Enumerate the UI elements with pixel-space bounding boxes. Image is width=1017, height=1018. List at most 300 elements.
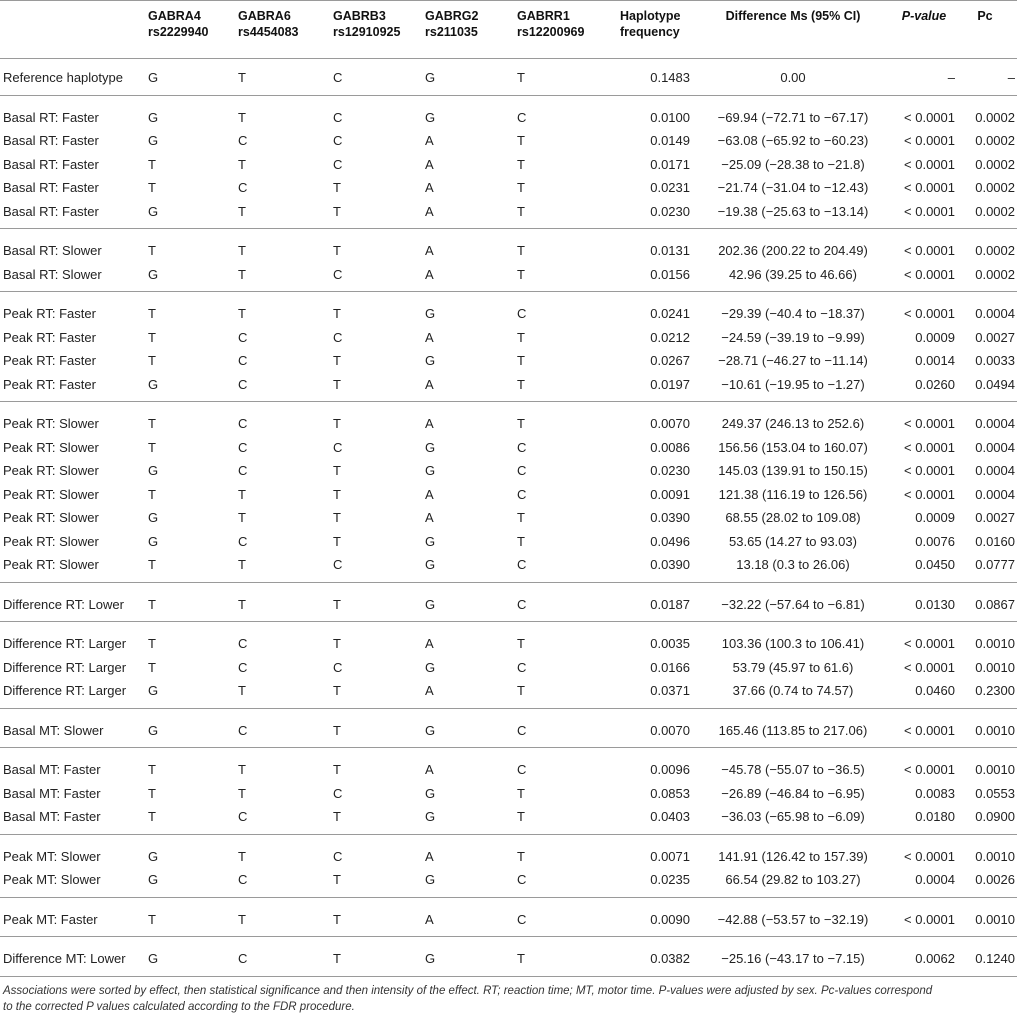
- table-row: [0, 349, 1017, 372]
- group-divider: [0, 834, 1017, 835]
- gabra4-allele: G: [148, 872, 159, 887]
- gabra4-allele: T: [148, 353, 156, 368]
- haplotype-frequency: 0.0230: [650, 203, 690, 219]
- difference-ci: −42.88 (−53.57 to −32.19): [717, 911, 869, 927]
- haplotype-frequency: 0.0091: [650, 486, 690, 502]
- row-label: Peak RT: Slower: [3, 533, 99, 549]
- haplotype-frequency: 0.0230: [650, 463, 690, 478]
- gabra4-allele: T: [148, 809, 156, 824]
- row-label: Peak RT: Faster: [3, 376, 96, 392]
- difference-ci: −10.61 (−19.95 to −1.27): [721, 376, 865, 392]
- table-row: [0, 782, 1017, 805]
- gabra6-allele: C: [238, 722, 248, 738]
- gabra4-allele: G: [148, 70, 159, 85]
- gabra6-allele: T: [238, 109, 246, 125]
- pc-value: 0.0010: [975, 848, 1015, 864]
- p-value: < 0.0001: [904, 266, 955, 282]
- row-label: Basal MT: Slower: [3, 722, 104, 738]
- gabrr1-allele: T: [517, 785, 525, 801]
- row-label: Basal MT: Faster: [3, 785, 101, 801]
- gabrr1-allele: T: [517, 416, 525, 431]
- row-label: Peak MT: Faster: [3, 911, 98, 927]
- difference-ci: −21.74 (−31.04 to −12.43): [717, 180, 869, 195]
- gabrr1-allele: C: [517, 762, 527, 777]
- p-value: < 0.0001: [904, 156, 955, 172]
- haplotype-frequency: 0.0235: [650, 872, 690, 887]
- p-value: 0.0014: [915, 353, 955, 368]
- pc-value: 0.0002: [975, 133, 1015, 148]
- gabrb3-allele: C: [333, 329, 343, 345]
- group-divider: [0, 95, 1017, 96]
- difference-ci: 13.18 (0.3 to 26.06): [736, 557, 850, 572]
- header-gabrg2: GABRG2 rs211035: [425, 9, 479, 39]
- pc-value: 0.0867: [975, 596, 1015, 612]
- table-row: [0, 436, 1017, 459]
- difference-ci: 103.36 (100.3 to 106.41): [721, 636, 865, 651]
- haplotype-frequency: 0.0090: [650, 911, 690, 927]
- gabrr1-allele: T: [517, 636, 525, 651]
- table-row: [0, 632, 1017, 655]
- gabrg2-allele: A: [425, 266, 434, 282]
- p-value: < 0.0001: [904, 636, 955, 651]
- haplotype-frequency: 0.0070: [650, 416, 690, 431]
- row-label: Basal RT: Faster: [3, 180, 99, 195]
- row-label: Basal RT: Faster: [3, 203, 99, 219]
- p-value: 0.0180: [915, 809, 955, 824]
- gabrb3-allele: T: [333, 376, 341, 392]
- p-value: < 0.0001: [904, 463, 955, 478]
- table-row: [0, 908, 1017, 931]
- pc-value: –: [1007, 70, 1015, 85]
- table-row: [0, 176, 1017, 199]
- pc-value: 0.0002: [975, 180, 1015, 195]
- gabra6-allele: C: [238, 353, 248, 368]
- row-label: Peak RT: Slower: [3, 486, 99, 502]
- difference-ci: 165.46 (113.85 to 217.06): [718, 722, 868, 738]
- row-label: Peak RT: Faster: [3, 306, 96, 321]
- p-value: 0.0450: [915, 557, 955, 572]
- row-label: Peak RT: Slower: [3, 463, 99, 478]
- gabrr1-allele: C: [517, 596, 527, 612]
- p-value: < 0.0001: [904, 416, 955, 431]
- gabra6-allele: T: [238, 156, 246, 172]
- gabra6-allele: T: [238, 243, 246, 258]
- table-row: [0, 326, 1017, 349]
- gabra4-allele: T: [148, 486, 156, 502]
- gabra6-allele: T: [238, 911, 246, 927]
- difference-ci: 42.96 (39.25 to 46.66): [729, 266, 857, 282]
- row-label: Peak RT: Slower: [3, 510, 99, 525]
- group-divider: [0, 897, 1017, 898]
- haplotype-frequency: 0.0035: [650, 636, 690, 651]
- p-value: –: [947, 70, 955, 85]
- haplotype-frequency: 0.0149: [650, 133, 690, 148]
- gabrr1-allele: T: [517, 809, 525, 824]
- p-value: 0.0260: [915, 376, 955, 392]
- p-value: 0.0083: [915, 785, 955, 801]
- pc-value: 0.0900: [975, 809, 1015, 824]
- footnote-line-2: to the corrected P values calculated according to the FDR procedure.: [3, 1001, 355, 1013]
- pc-value: 0.0010: [975, 636, 1015, 651]
- gabra4-allele: G: [148, 376, 159, 392]
- table-row: [0, 302, 1017, 325]
- gabrb3-allele: T: [333, 416, 341, 431]
- p-value: < 0.0001: [904, 133, 955, 148]
- gabrg2-allele: A: [425, 848, 434, 864]
- gabrb3-allele: T: [333, 809, 341, 824]
- difference-ci: 141.91 (126.42 to 157.39): [718, 848, 868, 864]
- gabrb3-allele: T: [333, 596, 341, 612]
- gabrg2-allele: A: [425, 636, 434, 651]
- table-row: [0, 530, 1017, 553]
- gabrr1-allele: T: [517, 70, 525, 85]
- gabra6-allele: T: [238, 203, 246, 219]
- gabrr1-allele: T: [517, 848, 525, 864]
- gabrg2-allele: A: [425, 510, 434, 525]
- gabrb3-allele: T: [333, 486, 341, 502]
- haplotype-frequency: 0.0071: [650, 848, 690, 864]
- pc-value: 0.0026: [975, 872, 1015, 887]
- gabra6-allele: T: [238, 596, 246, 612]
- table-header: [0, 8, 1017, 52]
- gabrg2-allele: G: [425, 109, 436, 125]
- row-label: Peak MT: Slower: [3, 872, 101, 887]
- gabra4-allele: T: [148, 785, 156, 801]
- table-row: [0, 153, 1017, 176]
- p-value: < 0.0001: [904, 439, 955, 455]
- haplotype-frequency: 0.0382: [650, 951, 690, 966]
- difference-ci: −45.78 (−55.07 to −36.5): [721, 762, 865, 777]
- gabrg2-allele: A: [425, 762, 434, 777]
- gabra6-allele: C: [238, 439, 248, 455]
- gabra4-allele: T: [148, 596, 156, 612]
- difference-ci: 202.36 (200.22 to 204.49): [718, 243, 868, 258]
- gabrb3-allele: C: [333, 439, 343, 455]
- gabrb3-allele: T: [333, 353, 341, 368]
- row-label: Difference RT: Larger: [3, 636, 127, 651]
- gabrb3-allele: C: [333, 156, 343, 172]
- group-divider: [0, 621, 1017, 622]
- gabrg2-allele: G: [425, 785, 436, 801]
- difference-ci: 145.03 (139.91 to 150.15): [718, 463, 868, 478]
- header-gabrb3: GABRB3 rs12910925: [333, 9, 401, 39]
- gabrb3-allele: C: [333, 557, 343, 572]
- p-value: 0.0460: [915, 683, 955, 698]
- table-row: [0, 719, 1017, 742]
- gabrr1-allele: T: [517, 353, 525, 368]
- haplotype-frequency: 0.0187: [650, 596, 690, 612]
- difference-ci: −36.03 (−65.98 to −6.09): [721, 809, 865, 824]
- group-divider: [0, 708, 1017, 709]
- gabra4-allele: T: [148, 557, 156, 572]
- row-label: Peak RT: Slower: [3, 439, 99, 455]
- pc-value: 0.0004: [975, 463, 1015, 478]
- difference-ci: 37.66 (0.74 to 74.57): [732, 683, 854, 698]
- gabrr1-allele: T: [517, 243, 525, 258]
- gabrr1-allele: T: [517, 510, 525, 525]
- p-value: 0.0076: [915, 533, 955, 549]
- group-divider: [0, 582, 1017, 583]
- gabrg2-allele: A: [425, 486, 434, 502]
- table-bottom-rule: [0, 976, 1017, 977]
- pc-value: 0.0010: [975, 762, 1015, 777]
- gabra6-allele: C: [238, 951, 248, 966]
- gabra6-allele: C: [238, 533, 248, 549]
- header-p-value: P-value: [901, 9, 947, 23]
- gabra6-allele: C: [238, 463, 248, 478]
- group-divider: [0, 747, 1017, 748]
- gabrr1-allele: C: [517, 463, 527, 478]
- gabrb3-allele: T: [333, 762, 341, 777]
- gabrb3-allele: C: [333, 109, 343, 125]
- header-rule: [0, 58, 1017, 59]
- gabrr1-allele: T: [517, 266, 525, 282]
- haplotype-frequency: 0.0086: [650, 439, 690, 455]
- gabrg2-allele: A: [425, 243, 434, 258]
- header-gabra4: GABRA4 rs2229940: [148, 9, 209, 39]
- gabra6-allele: C: [238, 180, 248, 195]
- gabrb3-allele: C: [333, 133, 343, 148]
- gabrb3-allele: T: [333, 683, 341, 698]
- pc-value: 0.0002: [975, 156, 1015, 172]
- haplotype-frequency: 0.0166: [650, 659, 690, 675]
- haplotype-frequency: 0.0197: [650, 376, 690, 392]
- haplotype-frequency: 0.0390: [650, 557, 690, 572]
- header-gabrr1: GABRR1 rs12200969: [517, 9, 585, 39]
- haplotype-frequency: 0.0070: [650, 722, 690, 738]
- difference-ci: −28.71 (−46.27 to −11.14): [718, 353, 868, 368]
- p-value: < 0.0001: [904, 722, 955, 738]
- gabrg2-allele: A: [425, 203, 434, 219]
- gabrr1-allele: C: [517, 306, 527, 321]
- gabrb3-allele: C: [333, 785, 343, 801]
- difference-ci: −25.16 (−43.17 to −7.15): [721, 951, 865, 966]
- table-row: [0, 483, 1017, 506]
- row-label: Difference RT: Lower: [3, 596, 124, 612]
- row-label: Difference MT: Lower: [3, 951, 126, 966]
- gabra4-allele: T: [148, 243, 156, 258]
- gabrr1-allele: T: [517, 203, 525, 219]
- pc-value: 0.1240: [975, 951, 1015, 966]
- p-value: 0.0062: [915, 951, 955, 966]
- row-label: Basal RT: Slower: [3, 266, 102, 282]
- gabrr1-allele: C: [517, 486, 527, 502]
- table-row: [0, 553, 1017, 576]
- group-divider: [0, 401, 1017, 402]
- gabrb3-allele: T: [333, 872, 341, 887]
- gabrb3-allele: C: [333, 659, 343, 675]
- difference-ci: −32.22 (−57.64 to −6.81): [721, 596, 865, 612]
- difference-ci: 66.54 (29.82 to 103.27): [725, 872, 861, 887]
- gabra4-allele: T: [148, 636, 156, 651]
- gabra6-allele: T: [238, 785, 246, 801]
- gabrg2-allele: A: [425, 156, 434, 172]
- pc-value: 0.0002: [975, 266, 1015, 282]
- pc-value: 0.0027: [975, 329, 1015, 345]
- haplotype-frequency: 0.0171: [650, 156, 690, 172]
- header-difference: Difference Ms (95% CI): [725, 9, 861, 23]
- gabrr1-allele: T: [517, 180, 525, 195]
- p-value: < 0.0001: [904, 243, 955, 258]
- difference-ci: 68.55 (28.02 to 109.08): [725, 510, 861, 525]
- table-row: [0, 868, 1017, 891]
- table-row: [0, 263, 1017, 286]
- row-label: Peak RT: Slower: [3, 557, 99, 572]
- gabra4-allele: T: [148, 156, 156, 172]
- row-label: Basal MT: Faster: [3, 762, 101, 777]
- group-divider: [0, 291, 1017, 292]
- table-top-rule: [0, 0, 1017, 1]
- gabra4-allele: T: [148, 911, 156, 927]
- pc-value: 0.0033: [975, 353, 1015, 368]
- row-label: Peak RT: Slower: [3, 416, 99, 431]
- gabrb3-allele: T: [333, 510, 341, 525]
- table-row: [0, 373, 1017, 396]
- gabrg2-allele: G: [425, 659, 436, 675]
- p-value: < 0.0001: [904, 306, 955, 321]
- table-row: [0, 239, 1017, 262]
- gabrr1-allele: C: [517, 911, 527, 927]
- gabrb3-allele: T: [333, 203, 341, 219]
- p-value: 0.0130: [915, 596, 955, 612]
- gabrg2-allele: A: [425, 911, 434, 927]
- gabrb3-allele: C: [333, 70, 343, 85]
- gabra6-allele: T: [238, 557, 246, 572]
- gabrr1-allele: T: [517, 156, 525, 172]
- pc-value: 0.0002: [975, 243, 1015, 258]
- pc-value: 0.0160: [975, 533, 1015, 549]
- difference-ci: 121.38 (116.19 to 126.56): [718, 486, 868, 502]
- table-row: [0, 129, 1017, 152]
- table-row: [0, 679, 1017, 702]
- footnote-line-1: Associations were sorted by effect, then statistical significance and then intensity of the effect. RT; reaction time; MT, motor time. P-values were adjusted by sex. Pc-values correspond: [3, 985, 933, 997]
- gabrg2-allele: A: [425, 180, 434, 195]
- gabrr1-allele: C: [517, 557, 527, 572]
- gabra4-allele: T: [148, 762, 156, 777]
- row-label: Reference haplotype: [3, 70, 123, 85]
- haplotype-frequency: 0.0853: [650, 785, 690, 801]
- p-value: < 0.0001: [904, 486, 955, 502]
- gabra4-allele: T: [148, 306, 156, 321]
- gabrr1-allele: C: [517, 722, 527, 738]
- gabrg2-allele: G: [425, 951, 436, 966]
- pc-value: 0.0010: [975, 911, 1015, 927]
- gabrg2-allele: G: [425, 596, 436, 612]
- gabrr1-allele: C: [517, 659, 527, 675]
- gabra6-allele: C: [238, 809, 248, 824]
- gabra4-allele: G: [148, 848, 159, 864]
- gabrg2-allele: G: [425, 533, 436, 549]
- header-gabra6: GABRA6 rs4454083: [238, 9, 299, 39]
- gabrr1-allele: C: [517, 109, 527, 125]
- haplotype-frequency: 0.0371: [650, 683, 690, 698]
- haplotype-frequency: 0.0156: [650, 266, 690, 282]
- gabrb3-allele: T: [333, 463, 341, 478]
- difference-ci: −26.89 (−46.84 to −6.95): [721, 785, 865, 801]
- pc-value: 0.2300: [975, 683, 1015, 698]
- row-label: Peak MT: Slower: [3, 848, 101, 864]
- difference-ci: 53.79 (45.97 to 61.6): [732, 659, 854, 675]
- gabrg2-allele: A: [425, 416, 434, 431]
- p-value: 0.0009: [915, 329, 955, 345]
- pc-value: 0.0002: [975, 203, 1015, 219]
- difference-ci: 249.37 (246.13 to 252.6): [721, 416, 865, 431]
- difference-ci: −25.09 (−28.38 to −21.8): [721, 156, 865, 172]
- table-row: [0, 805, 1017, 828]
- gabrg2-allele: G: [425, 463, 436, 478]
- gabrb3-allele: T: [333, 533, 341, 549]
- table-row: [0, 845, 1017, 868]
- haplotype-frequency: 0.0212: [650, 329, 690, 345]
- gabrb3-allele: T: [333, 636, 341, 651]
- gabrr1-allele: T: [517, 133, 525, 148]
- pc-value: 0.0494: [975, 376, 1015, 392]
- gabra4-allele: T: [148, 416, 156, 431]
- gabra6-allele: T: [238, 848, 246, 864]
- p-value: < 0.0001: [904, 762, 955, 777]
- gabra6-allele: T: [238, 510, 246, 525]
- pc-value: 0.0010: [975, 722, 1015, 738]
- gabra6-allele: C: [238, 329, 248, 345]
- gabrg2-allele: G: [425, 306, 436, 321]
- pc-value: 0.0777: [975, 557, 1015, 572]
- gabra6-allele: C: [238, 636, 248, 651]
- gabra4-allele: G: [148, 533, 159, 549]
- pc-value: 0.0004: [975, 306, 1015, 321]
- gabrg2-allele: G: [425, 439, 436, 455]
- table-row: [0, 200, 1017, 223]
- gabrg2-allele: A: [425, 329, 434, 345]
- gabra4-allele: T: [148, 439, 156, 455]
- pc-value: 0.0553: [975, 785, 1015, 801]
- table-row: [0, 656, 1017, 679]
- p-value: < 0.0001: [904, 203, 955, 219]
- difference-ci: −24.59 (−39.19 to −9.99): [721, 329, 865, 345]
- table-row: [0, 758, 1017, 781]
- table-row: [0, 593, 1017, 616]
- difference-ci: 0.00: [780, 70, 806, 85]
- row-label: Basal RT: Slower: [3, 243, 102, 258]
- haplotype-frequency: 0.0131: [650, 243, 690, 258]
- pc-value: 0.0027: [975, 510, 1015, 525]
- gabra4-allele: T: [148, 180, 156, 195]
- gabrr1-allele: T: [517, 683, 525, 698]
- gabra4-allele: G: [148, 683, 159, 698]
- gabra4-allele: G: [148, 951, 159, 966]
- gabra4-allele: T: [148, 329, 156, 345]
- gabrr1-allele: C: [517, 439, 527, 455]
- haplotype-frequency: 0.0231: [650, 180, 690, 195]
- gabrb3-allele: C: [333, 266, 343, 282]
- gabrr1-allele: T: [517, 533, 525, 549]
- header-pc: Pc: [977, 9, 993, 23]
- haplotype-frequency: 0.0267: [650, 353, 690, 368]
- haplotype-frequency: 0.0241: [650, 306, 690, 321]
- gabra6-allele: C: [238, 659, 248, 675]
- gabrr1-allele: T: [517, 329, 525, 345]
- table-row: [0, 506, 1017, 529]
- p-value: < 0.0001: [904, 911, 955, 927]
- p-value: 0.0004: [915, 872, 955, 887]
- p-value: < 0.0001: [904, 180, 955, 195]
- gabrg2-allele: G: [425, 809, 436, 824]
- gabrb3-allele: T: [333, 722, 341, 738]
- gabrb3-allele: T: [333, 306, 341, 321]
- gabrb3-allele: T: [333, 243, 341, 258]
- difference-ci: −69.94 (−72.71 to −67.17): [717, 109, 869, 125]
- gabra6-allele: T: [238, 70, 246, 85]
- gabrg2-allele: A: [425, 683, 434, 698]
